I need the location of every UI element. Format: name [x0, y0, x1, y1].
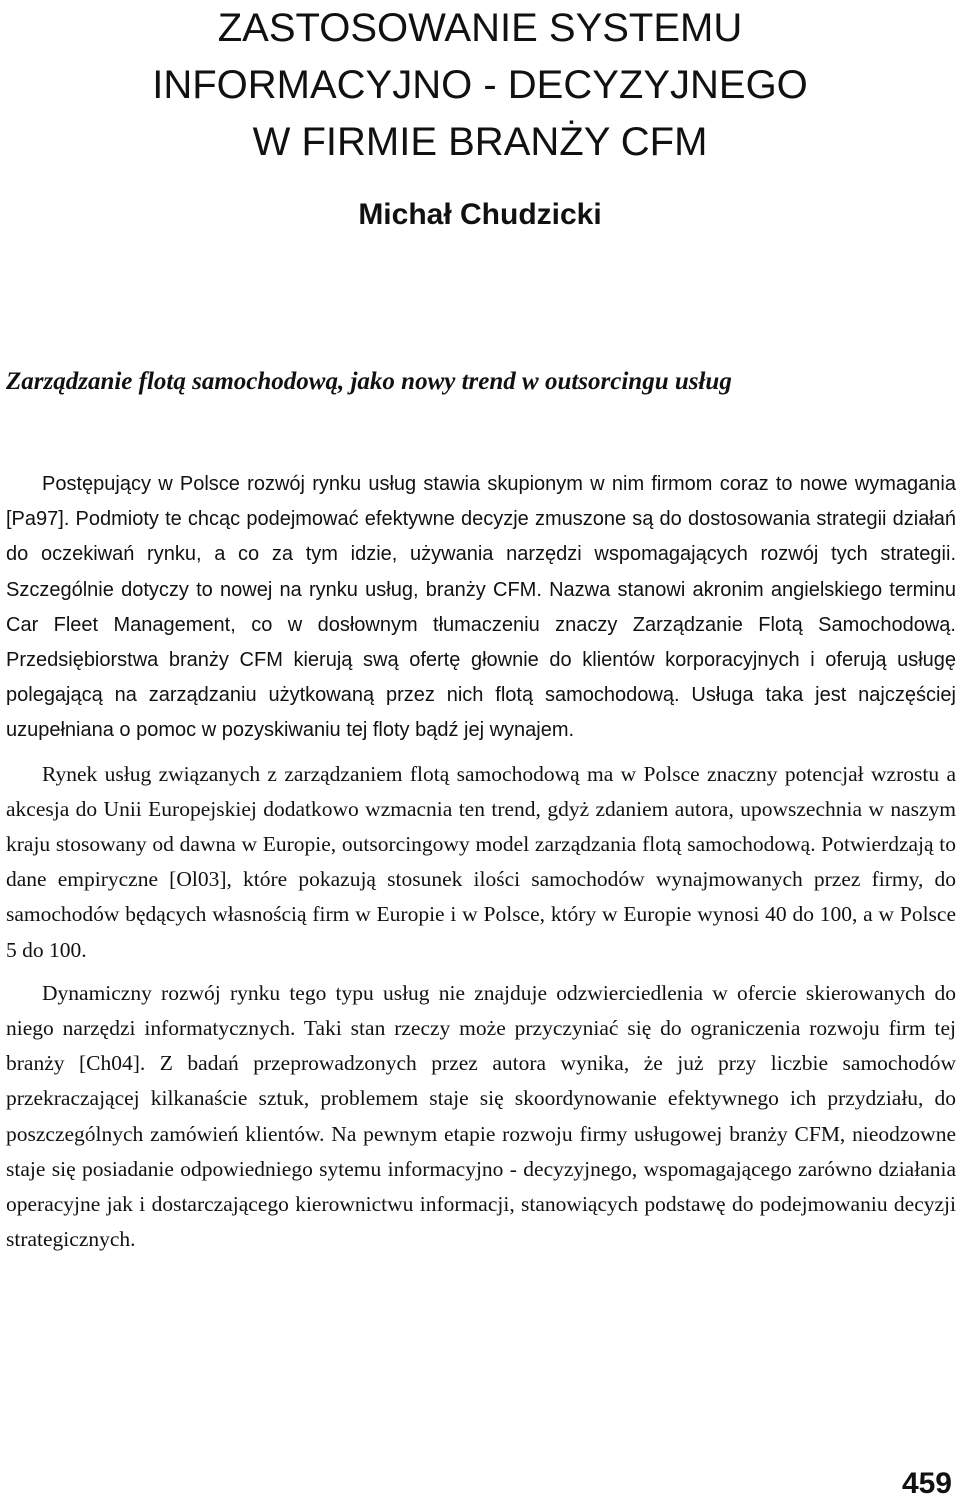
paragraph-3: Dynamiczny rozwój rynku tego typu usług nie znajduje odzwierciedlenia w ofercie skierowanych do niego narzędzi informatycznych. Taki stan rzeczy może przyczyniać się do ograniczenia rozwoju firm tej branży [Ch04]. Z badań przeprowadzonych przez autora wynika, że już przy liczbie samochodów przekraczającej kilkanaście sztuk, problemem staje się skoordynowanie efektywnego ich przydziału, do poszczególnych zamówień klientów. Na pewnym etapie rozwoju firmy usługowej branży CFM, nieodzowne staje się posiadanie odpowiedniego sytemu informacyjno - decyzyjnego, wspomagającego zarówno działania operacyjne jak i dostarczającego kierownictwu informacji, stanowiących podstawę do podejmowaniu decyzji strategicznych.	[6, 980, 956, 1252]
section-heading: Zarządzanie flotą samochodową, jako nowy trend w outsorcingu usług	[6, 368, 732, 395]
chapter-title-line-2: INFORMACYJNO - DECYZYJNEGO	[152, 63, 808, 107]
body-text	[6, 467, 956, 1265]
chapter-title	[0, 0, 960, 171]
page-number: 459	[901, 1467, 952, 1500]
chapter-title-line-1: ZASTOSOWANIE SYSTEMU	[217, 6, 743, 50]
author-name: Michał Chudzicki	[358, 198, 602, 231]
chapter-title-line-3: W FIRMIE BRANŻY CFM	[252, 120, 708, 164]
paragraph-1: Postępujący w Polsce rozwój rynku usług stawia skupionym w nim firmom coraz to nowe wymagania [Pa97]. Podmioty te chcąc podejmować efektywne decyzje zmuszone są do dostosowania strategii działań do oczekiwań rynku, a co za tym idzie, używania narzędzi wspomagających rozwój tych strategii. Szczególnie dotyczy to nowej na rynku usług, branży CFM. Nazwa stanowi akronim angielskiego terminu Car Fleet Management, co w dosłownym tłumaczeniu znaczy Zarządzanie Flotą Samochodową. Przedsiębiorstwa branży CFM kierują swą ofertę głownie do klientów korporacyjnych i oferują usługę polegającą na zarządzaniu użytkowaną przez nich flotą samochodową. Usługa taka jest najczęściej uzupełniana o pomoc w pozyskiwaniu tej floty bądź jej wynajem.	[6, 473, 956, 742]
paragraph-2: Rynek usług związanych z zarządzaniem flotą samochodową ma w Polsce znaczny potencjał wzrostu a akcesja do Unii Europejskiej dodatkowo wzmacnia ten trend, gdyż zdaniem autora, upowszechnia w naszym kraju stosowany od dawna w Europie, outsorcingowy model zarządzania flotą samochodową. Potwierdzają to dane empiryczne [Ol03], które pokazują stosunek ilości samochodów wynajmowanych przez firmy, do samochodów będących własnością firm w Europie i w Polsce, który w Europie wynosi 40 do 100, a w Polsce 5 do 100.	[6, 761, 956, 962]
